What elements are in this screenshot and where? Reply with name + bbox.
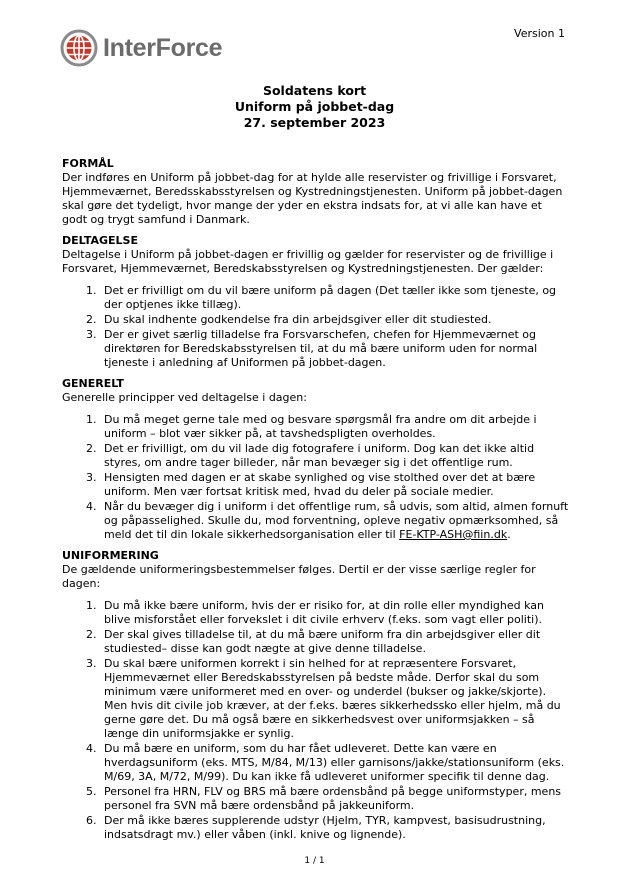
numbered-list bbox=[62, 284, 570, 370]
version-label: Version 1 bbox=[514, 27, 565, 40]
page-number: 1 / 1 bbox=[304, 856, 325, 866]
list-item: 4. Du må bære en uniform, som du har fået udleveret. Dette kan være en hverdagsuniform (eks. MTS, M/84, M/13) eller garnisons/jakke/stationsuniform (eks. M/69, 3A, M/72, M/99). Du kan ikke få udleveret uniformer specifik til denne dag. bbox=[100, 742, 570, 784]
list-item: 1. Du må meget gerne tale med og besvare spørgsmål fra andre om dit arbejde i uniform – blot vær sikker på, at tavshedspligten overholdes. bbox=[100, 413, 570, 441]
list-item-end: . bbox=[507, 528, 511, 541]
list-item: 5. Personel fra HRN, FLV og BRS må bære ordensbånd på begge uniformstyper, mens personel fra SVN må bære ordensbånd på jakkeuniform. bbox=[100, 785, 570, 813]
list-item: 3. Du skal bære uniformen korrekt i sin helhed for at repræsentere Forsvaret, Hjemmeværnet eller Beredskabsstyrelsen på bedste måde. Derfor skal du som minimum være uniformeret med en over- og underdel (bukser og jakke/skjorte). Men hvis dit civile job kræver, at der f.eks. bæres sikkerhedssko eller hjelm, må du gerne gøre det. Du må også bære en sikkerhedsvest over uniformsjakken – så længe din uniformsjakke er synlig. bbox=[100, 657, 570, 741]
section-uniformering bbox=[62, 549, 570, 842]
list-item: 3. Der er givet særlig tilladelse fra Forsvarschefen, chefen for Hjemmeværnet og direktøren for Beredskabsstyrelsen til, at du må bære uniform uden for normal tjeneste i anledning af Uniformen på jobbet-dagen. bbox=[100, 328, 570, 370]
list-item: 6. Der må ikke bæres supplerende udstyr (Hjelm, TYR, kampvest, basisudrustning, indsatsdragt mv.) eller våben (inkl. knive og lignende). bbox=[100, 814, 570, 842]
title-line-3: 27. september 2023 bbox=[243, 115, 386, 130]
list-item-text: Når du bevæger dig i uniform i det offentlige rum, så udvis, som altid, almen fornuft og påpasselighed. Skulle du, mod forventning, opleve negativ opmærksomhed, så meld det til din lokale sikkerhedsorganisation eller til bbox=[104, 500, 569, 541]
section-paragraph: Der indføres en Uniform på jobbet-dag for at hylde alle reservister og frivillige i Forsvaret, Hjemmeværnet, Beredsskabsstyrelsen og Kystredningstjenesten. Uniform på jobbet-dagen skal gøre det tydeligt, hvor mange der yder en ekstra indsats for, at vi alle kan have et godt og trygt samfund i Danmark. bbox=[62, 171, 563, 226]
list-item: 2. Der skal gives tilladelse til, at du må bære uniform fra din arbejdsgiver eller dit studiested– disse kan godt nægte at give denne tilladelse. bbox=[100, 628, 570, 656]
list-item: 2. Du skal indhente godkendelse fra din arbejdsgiver eller dit studiested. bbox=[100, 313, 570, 327]
numbered-list bbox=[62, 599, 570, 842]
email-link[interactable]: FE-KTP-ASH@fiin.dk bbox=[399, 528, 508, 541]
section-heading: GENERELT bbox=[62, 377, 124, 390]
section-paragraph: Deltagelse i Uniform på jobbet-dagen er frivillig og gælder for reservister og de frivillige i Forsvaret, Hjemmeværnet, Beredskabsstyrelsen og Kystredningstjenesten. Der gælder: bbox=[62, 248, 554, 275]
title-line-1: Soldatens kort bbox=[262, 83, 367, 98]
document-body bbox=[62, 157, 570, 849]
list-item: 1. Det er frivilligt om du vil bære uniform på dagen (Det tæller ikke som tjeneste, og der optjenes ikke tillæg). bbox=[100, 284, 570, 312]
brand-name: InterForce bbox=[103, 33, 223, 62]
section-heading: DELTAGELSE bbox=[62, 234, 138, 247]
section-heading: UNIFORMERING bbox=[62, 549, 159, 562]
list-item: 1. Du må ikke bære uniform, hvis der er risiko for, at din rolle eller myndighed kan blive misforstået eller forvekslet i dit civile erhverv (f.eks. som vagt eller politi). bbox=[100, 599, 570, 627]
section-deltagelse bbox=[62, 234, 570, 370]
title-line-2: Uniform på jobbet-dag bbox=[234, 99, 395, 114]
section-formal bbox=[62, 157, 570, 227]
section-generelt bbox=[62, 377, 570, 542]
interforce-logo bbox=[60, 29, 222, 67]
document-title bbox=[0, 83, 629, 131]
list-item: 3. Hensigten med dagen er at skabe synlighed og vise stolthed over det at bære uniform. Men vær fortsat kritisk med, hvad du deler på sociale medier. bbox=[100, 471, 570, 499]
globe-logo-icon bbox=[60, 29, 98, 67]
numbered-list bbox=[62, 413, 570, 542]
section-heading: FORMÅL bbox=[62, 157, 114, 170]
section-paragraph: Generelle principper ved deltagelse i dagen: bbox=[62, 391, 307, 404]
section-paragraph: De gældende uniformeringsbestemmelser følges. Dertil er der visse særlige regler for dagen: bbox=[62, 563, 536, 590]
list-item bbox=[100, 500, 570, 542]
list-item: 2. Det er frivilligt, om du vil lade dig fotografere i uniform. Dog kan det ikke altid styres, om andre tager billeder, når man bevæger sig i det offentlige rum. bbox=[100, 442, 570, 470]
